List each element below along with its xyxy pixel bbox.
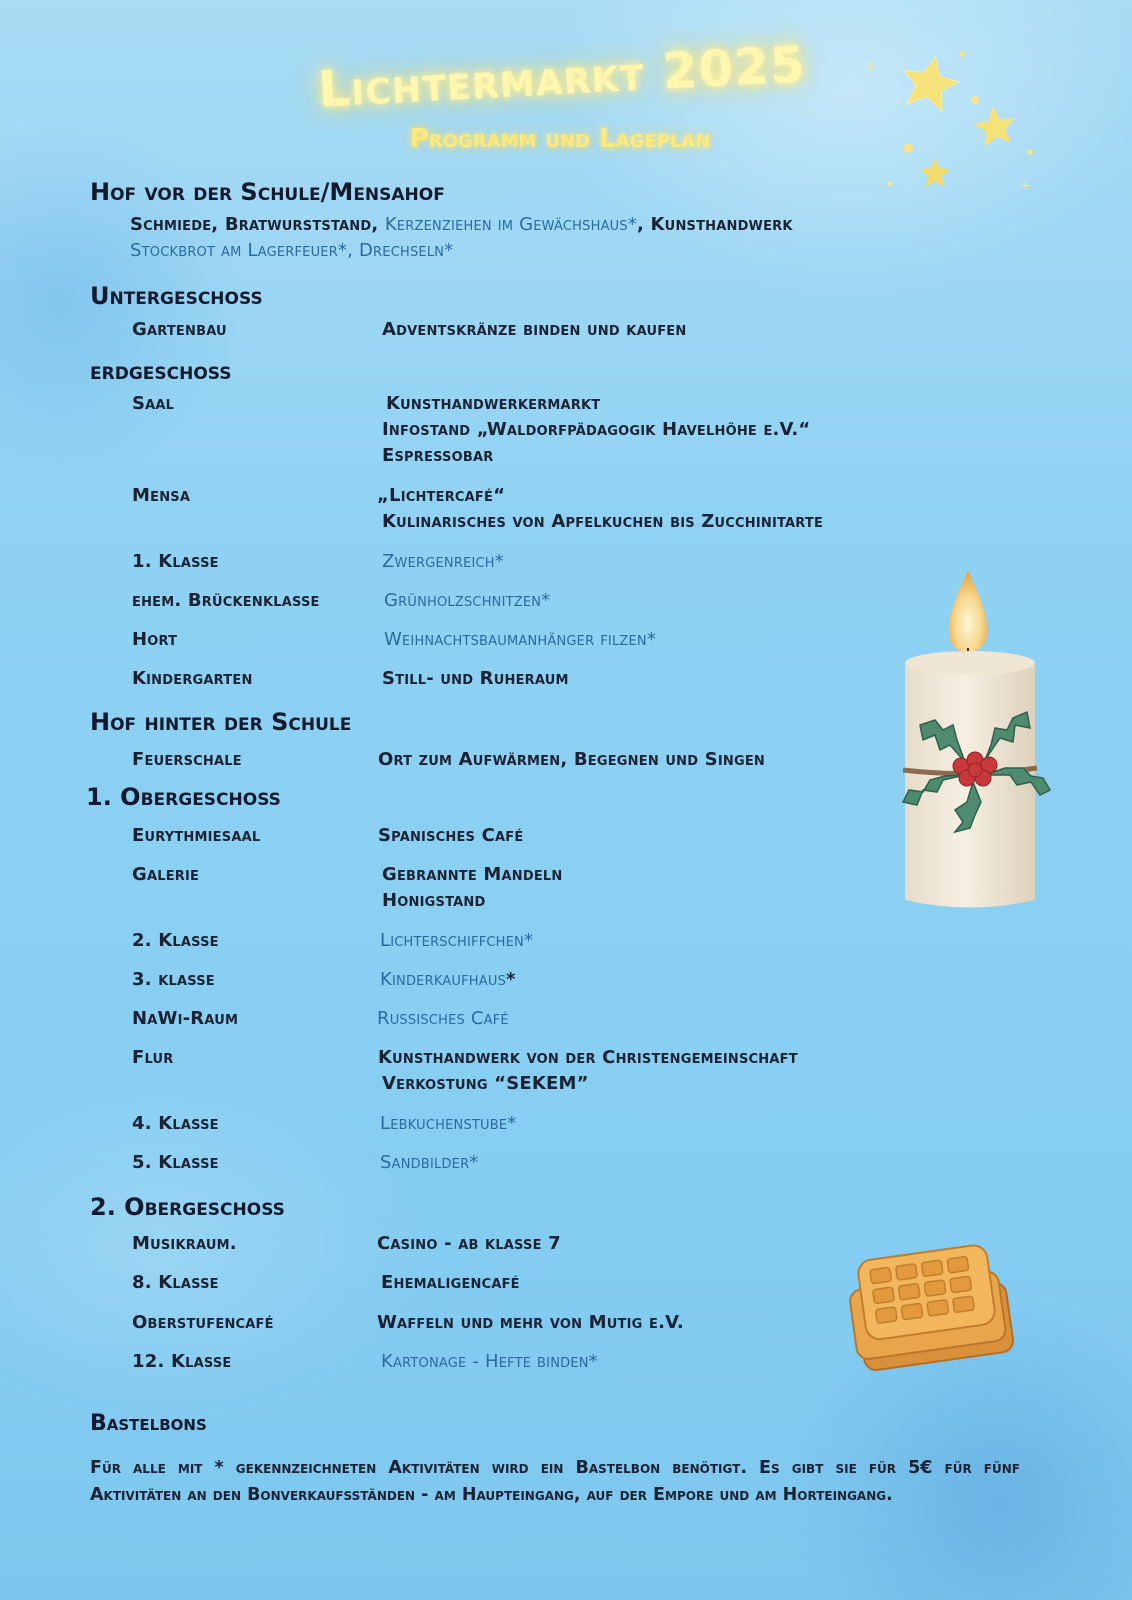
- activity-label: Kinderkaufhaus: [380, 969, 507, 990]
- room-label: Saal: [132, 393, 175, 414]
- section-heading-bastelbons: Bastelbons: [90, 1411, 207, 1436]
- activity-row-kinderkaufhaus: [380, 969, 516, 990]
- section-heading-og1: 1. Obergeschoss: [86, 783, 281, 811]
- room-label: Musikraum.: [132, 1233, 237, 1254]
- section-heading-hof-hinter: Hof hinter der Schule: [90, 708, 352, 736]
- svg-text:+: +: [1020, 178, 1032, 194]
- page-subtitle: Programm und Lageplan: [409, 124, 711, 154]
- activity-label: Grünholzschnitzen*: [384, 590, 551, 611]
- stars-decoration: [860, 40, 1060, 200]
- room-label: Kindergarten: [132, 668, 253, 689]
- activity-label: Casino - ab klasse 7: [377, 1233, 561, 1254]
- hof-vor-line-2: Stockbrot am Lagerfeuer*, Drechseln*: [130, 240, 454, 261]
- section-heading-erdgeschoss: erdgeschoss: [90, 357, 232, 385]
- activity-label: Kunsthandwerk von der Christengemeinschaft: [378, 1047, 798, 1068]
- room-label: ehem. Brückenklasse: [132, 590, 320, 611]
- section-heading-hof-vor: Hof vor der Schule/Mensahof: [90, 178, 445, 206]
- activity-label: Ehemaligencafé: [381, 1272, 520, 1293]
- activity-label: Waffeln und mehr von Mutig e.V.: [377, 1312, 684, 1333]
- activity-label: Infostand „Waldorfpädagogik Havelhöhe e.V.“: [382, 419, 811, 440]
- hof-vor-text-b: Kerzenziehen im Gewächshaus*: [384, 214, 638, 235]
- activity-label: Verkostung “SEKEM”: [382, 1073, 589, 1094]
- activity-label: Russisches Café: [377, 1008, 509, 1029]
- activity-label: Lichterschiffchen*: [380, 930, 534, 951]
- room-label: 12. Klasse: [132, 1351, 232, 1372]
- activity-label: Zwergenreich*: [382, 551, 504, 572]
- room-label: 1. Klasse: [132, 551, 219, 572]
- activity-label: Still- und Ruheraum: [382, 668, 569, 689]
- asterisk: *: [506, 969, 516, 990]
- svg-text:+: +: [865, 58, 877, 74]
- hof-vor-text-a: Schmiede, Bratwurststand,: [130, 214, 385, 235]
- activity-label: Espressobar: [382, 445, 494, 466]
- room-label: NaWi-Raum: [132, 1008, 239, 1029]
- room-label: Mensa: [132, 485, 191, 506]
- room-label: Oberstufencafé: [132, 1312, 274, 1333]
- section-heading-untergeschoss: Untergeschoss: [90, 282, 263, 310]
- activity-label: Kulinarisches von Apfelkuchen bis Zucchinitarte: [382, 511, 824, 532]
- room-label: Hort: [132, 629, 178, 650]
- activity-label: Sandbilder*: [380, 1152, 479, 1173]
- room-label: 5. Klasse: [132, 1152, 219, 1173]
- room-label: 4. Klasse: [132, 1113, 219, 1134]
- activity-label: Kartonage - Hefte binden*: [381, 1351, 598, 1372]
- star-icon: [920, 158, 950, 187]
- activity-label: Spanisches Café: [378, 825, 524, 846]
- star-icon: [972, 103, 1019, 147]
- activity-label: „Lichtercafé“: [377, 485, 506, 506]
- activity-label: Lebkuchenstube*: [380, 1113, 517, 1134]
- section-heading-og2: 2. Obergeschoss: [90, 1193, 285, 1221]
- room-label: 8. Klasse: [132, 1272, 219, 1293]
- room-label: Flur: [132, 1047, 174, 1068]
- activity-label: Ort zum Aufwärmen, Begegnen und Singen: [378, 749, 765, 770]
- activity-label: Weihnachtsbaumanhänger filzen*: [384, 629, 657, 650]
- activity-label: Kunsthandwerkermarkt: [386, 393, 601, 414]
- page-title: Lichtermarkt 2025: [316, 35, 808, 119]
- activity-label: Gebrannte Mandeln: [382, 864, 563, 885]
- room-label: 2. Klasse: [132, 930, 219, 951]
- room-label: Feuerschale: [132, 749, 242, 770]
- waffle-illustration: [840, 1240, 1020, 1380]
- room-label: Galerie: [132, 864, 200, 885]
- room-label: Eurythmiesaal: [132, 825, 261, 846]
- activity-label: Adventskränze binden und kaufen: [382, 319, 687, 340]
- candle-illustration: [895, 570, 1065, 910]
- activity-label: Honigstand: [382, 890, 486, 911]
- bastelbons-text: Für alle mit * gekennzeichneten Aktivitäten wird ein Bastelbon benötigt. Es gibt sie für 5€ für fünf Aktivitäten an den Bonverkaufsständen - am Haupteingang, auf der Empore und am Horteingang.: [90, 1458, 1020, 1505]
- hof-vor-text-c: , Kunsthandwerk: [637, 214, 793, 235]
- star-icon: [897, 51, 963, 114]
- room-label: 3. klasse: [132, 969, 215, 990]
- hof-vor-line-1: [130, 214, 793, 235]
- room-label: Gartenbau: [132, 319, 227, 340]
